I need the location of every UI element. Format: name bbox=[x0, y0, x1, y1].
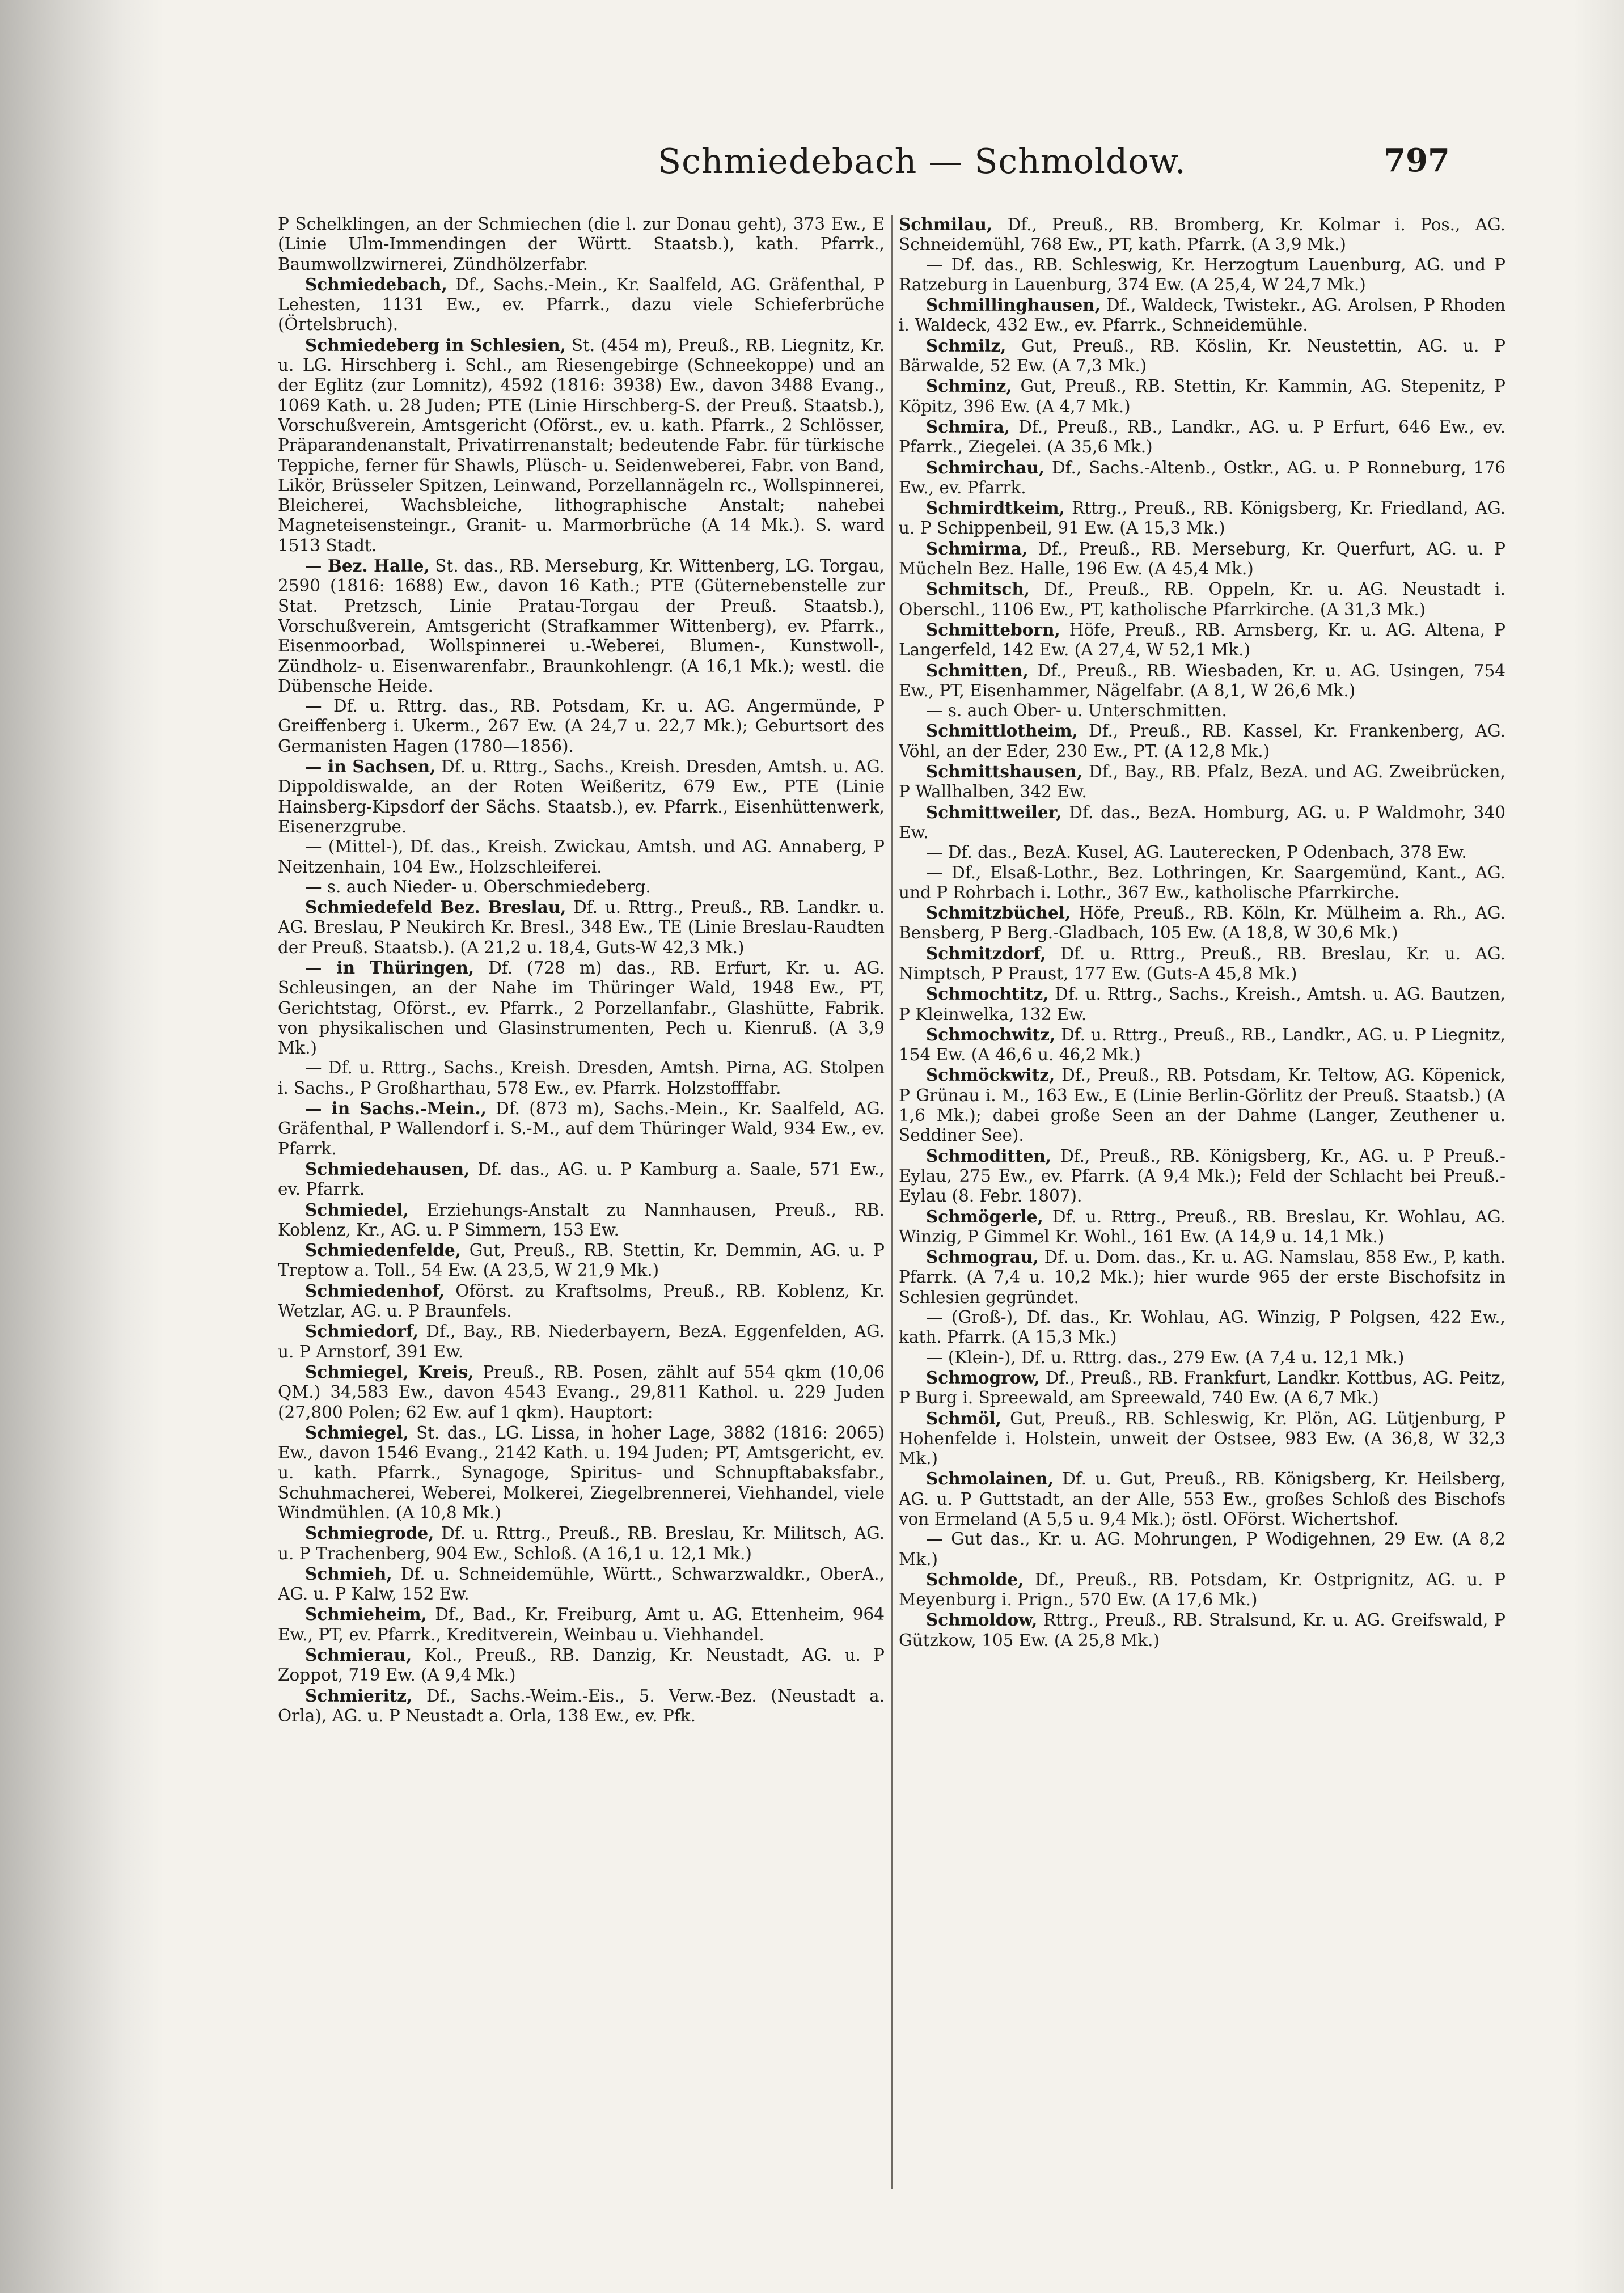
dictionary-entry bbox=[899, 1469, 1505, 1529]
entry-headword: Schmira, bbox=[926, 416, 1010, 437]
entry-headword: Schmiedebach, bbox=[305, 274, 447, 294]
entry-text: Df., Preuß., RB. Königsberg, Kr., AG. u. P Preuß.-Eylau, 275 Ew., ev. Pfarrk. (A 9,4 Mk.); Feld der Schlacht bei Preuß.-Eylau (8. Febr. 1807). bbox=[899, 1146, 1505, 1206]
entry-text: Df., Bay., RB. Niederbayern, BezA. Eggenfelden, AG. u. P Arnstorf, 391 Ew. bbox=[278, 1322, 885, 1361]
entry-text: Gut, Preuß., RB. Stettin, Kr. Kammin, AG. Stepenitz, P Köpitz, 396 Ew. (A 4,7 Mk.) bbox=[899, 376, 1505, 416]
dictionary-entry bbox=[278, 696, 885, 756]
entry-text: Df., Bad., Kr. Freiburg, Amt u. AG. Ettenheim, 964 Ew., PT, ev. Pfarrk., Kreditverein, Weinbau u. Viehhandel. bbox=[278, 1605, 885, 1644]
entry-text: P Schelklingen, an der Schmiechen (die l. zur Donau geht), 373 Ew., E (Linie Ulm-Immendingen der Württ. Staatsb.), kath. Pfarrk., Baumwollzwirnerei, Zündhölzerfabr. bbox=[278, 214, 885, 274]
entry-text: Df., Preuß., RB. Potsdam, Kr. Ostprignitz, AG. u. P Meyenburg i. Prign., 570 Ew. (A 17,6 Mk.) bbox=[899, 1569, 1505, 1610]
dictionary-entry bbox=[278, 877, 885, 897]
dictionary-entry bbox=[278, 1200, 885, 1241]
entry-text: — Df. u. Rttrg., Sachs., Kreish. Dresden, Amtsh. Pirna, AG. Stolpen i. Sachs., P Großharthau, 578 Ew., ev. Pfarrk. Holzstofffabr. bbox=[278, 1058, 885, 1098]
entry-text: — Df. u. Rttrg. das., RB. Potsdam, Kr. u. AG. Angermünde, P Greiffenberg i. Ukerm., 267 Ew. (A 24,7 u. 22,7 Mk.); Geburtsort des Germanisten Hagen (1780—1856). bbox=[278, 696, 885, 756]
entry-text: Df., Preuß., RB. Wiesbaden, Kr. u. AG. Usingen, 754 Ew., PT, Eisenhammer, Nägelfabr. (A 8,1, W 26,6 Mk.) bbox=[899, 661, 1505, 700]
entry-headword: Schmograu, bbox=[926, 1247, 1039, 1267]
dictionary-entry bbox=[899, 1308, 1505, 1348]
entry-text: Df., Bay., RB. Pfalz, BezA. und AG. Zweibrücken, P Wallhalben, 342 Ew. bbox=[899, 762, 1505, 802]
entry-headword: Schmöl, bbox=[926, 1408, 1002, 1428]
entry-text: Df. u. Rttrg., Sachs., Kreish. Dresden, Amtsh. u. AG. Dippoldiswalde, an der Roten Weißeritz, 679 Ew., PTE (Linie Hainsberg-Kipsdorf der Sächs. Staatsb.), ev. Pfarrk., Eisenhüttenwerk, Eisenerzgrube. bbox=[278, 757, 885, 836]
entry-text: Höfe, Preuß., RB. Arnsberg, Kr. u. AG. Altena, P Langerfeld, 142 Ew. (A 27,4, W 52,1 Mk.) bbox=[899, 620, 1505, 660]
entry-text: Df. u. Rttrg., Preuß., RB. Landkr. u. AG. Breslau, P Neukirch Kr. Bresl., 348 Ew., TE (Linie Breslau-Raudten der Preuß. Staatsb.). (A 21,2 u. 18,4, Guts-W 42,3 Mk.) bbox=[278, 898, 885, 957]
entry-text: Df., Sachs.-Altenb., Ostkr., AG. u. P Ronneburg, 176 Ew., ev. Pfarrk. bbox=[899, 458, 1505, 497]
entry-headword: Schmoditten, bbox=[926, 1145, 1052, 1166]
dictionary-entry bbox=[899, 944, 1505, 984]
entry-text: Df. u. Rttrg., Preuß., RB. Breslau, Kr. u. AG. Nimptsch, P Praust, 177 Ew. (Guts-A 45,8 Mk.) bbox=[899, 944, 1505, 983]
entry-headword: Schmogrow, bbox=[926, 1367, 1040, 1387]
entry-text: Df. u. Gut, Preuß., RB. Königsberg, Kr. Heilsberg, AG. u. P Guttstadt, an der Alle, 553 Ew., großes Schloß des Bischofs von Ermeland (A 5,5 u. 9,4 Mk.); östl. OFörst. Wichertshof. bbox=[899, 1469, 1505, 1529]
entry-text: Gut, Preuß., RB. Köslin, Kr. Neustettin, AG. u. P Bärwalde, 52 Ew. (A 7,3 Mk.) bbox=[899, 336, 1505, 376]
entry-headword: — in Thüringen, bbox=[305, 957, 475, 978]
dictionary-entry bbox=[278, 958, 885, 1058]
entry-text: Gut, Preuß., RB. Stettin, Kr. Demmin, AG. u. P Treptow a. Toll., 54 Ew. (A 23,5, W 21,9 Mk.) bbox=[278, 1241, 885, 1280]
entry-text: Rttrg., Preuß., RB. Königsberg, Kr. Friedland, AG. u. P Schippenbeil, 91 Ew. (A 15,3 Mk.) bbox=[899, 498, 1505, 538]
entry-headword: Schmochwitz, bbox=[926, 1024, 1056, 1044]
entry-text: Df. (873 m), Sachs.-Mein., Kr. Saalfeld, AG. Gräfenthal, P Wallendorf i. S.-M., auf dem Thüringer Wald, 934 Ew., ev. Pfarrk. bbox=[278, 1099, 885, 1158]
entry-headword: Schmilz, bbox=[926, 335, 1006, 356]
entry-text: — Df. das., RB. Schleswig, Kr. Herzogtum Lauenburg, AG. und P Ratzeburg in Lauenburg, 374 Ew. (A 25,4, W 24,7 Mk.) bbox=[899, 255, 1505, 294]
dictionary-entry bbox=[899, 863, 1505, 903]
dictionary-entry bbox=[899, 1348, 1505, 1368]
dictionary-entry bbox=[899, 1025, 1505, 1065]
dictionary-entry bbox=[278, 1423, 885, 1523]
dictionary-entry bbox=[899, 336, 1505, 376]
entry-text: Df. u. Rttrg., Sachs., Kreish., Amtsh. u. AG. Bautzen, P Kleinwelka, 132 Ew. bbox=[899, 984, 1505, 1024]
dictionary-entry bbox=[899, 417, 1505, 458]
entry-text: — s. auch Ober- u. Unterschmitten. bbox=[926, 701, 1227, 721]
entry-headword: Schmolainen, bbox=[926, 1469, 1054, 1489]
dictionary-entry bbox=[899, 1368, 1505, 1408]
dictionary-entry bbox=[899, 1207, 1505, 1247]
dictionary-entry bbox=[278, 274, 885, 335]
dictionary-entry bbox=[278, 897, 885, 958]
entry-headword: Schmitten, bbox=[926, 660, 1029, 680]
dictionary-entry bbox=[899, 620, 1505, 661]
dictionary-entry bbox=[899, 1529, 1505, 1569]
entry-headword: Schmöckwitz, bbox=[926, 1065, 1055, 1085]
entry-text: Df. das., BezA. Homburg, AG. u. P Waldmohr, 340 Ew. bbox=[899, 802, 1505, 842]
entry-text: — (Klein-), Df. u. Rttrg. das., 279 Ew. (A 7,4 u. 12,1 Mk.) bbox=[926, 1347, 1405, 1367]
dictionary-entry bbox=[278, 214, 885, 274]
entry-headword: Schmirma, bbox=[926, 538, 1028, 559]
dictionary-entry bbox=[278, 556, 885, 696]
dictionary-entry bbox=[899, 903, 1505, 944]
entry-headword: Schmittlotheim, bbox=[926, 721, 1078, 741]
entry-text: Df. u. Rttrg., Preuß., RB. Breslau, Kr. Wohlau, AG. Winzig, P Gimmel Kr. Wohl., 161 Ew. (A 14,9 u. 14,1 Mk.) bbox=[899, 1207, 1505, 1246]
entry-text: — s. auch Nieder- u. Oberschmiedeberg. bbox=[305, 877, 651, 896]
entry-text: Df., Preuß., RB. Frankfurt, Landkr. Kottbus, AG. Peitz, P Burg i. Spreewald, am Spreewald, 740 Ew. (A 6,7 Mk.) bbox=[899, 1368, 1505, 1408]
entry-headword: Schmilau, bbox=[899, 214, 993, 234]
dictionary-entry bbox=[278, 1159, 885, 1200]
entry-headword: Schminz, bbox=[926, 376, 1012, 396]
entry-text: — (Groß-), Df. das., Kr. Wohlau, AG. Winzig, P Polgsen, 422 Ew., kath. Pfarrk. (A 15,3 Mk.) bbox=[899, 1308, 1505, 1347]
dictionary-entry bbox=[899, 701, 1505, 721]
entry-text: — (Mittel-), Df. das., Kreish. Zwickau, Amtsh. und AG. Annaberg, P Neitzenhain, 104 Ew., Holzschleiferei. bbox=[278, 837, 885, 877]
dictionary-entry bbox=[899, 214, 1505, 255]
dictionary-entry bbox=[899, 1569, 1505, 1610]
entry-headword: Schmiedenfelde, bbox=[305, 1240, 462, 1260]
dictionary-entry bbox=[899, 498, 1505, 539]
dictionary-entry bbox=[278, 1321, 885, 1362]
entry-text: — Df. das., BezA. Kusel, AG. Lauterecken, P Odenbach, 378 Ew. bbox=[926, 843, 1467, 862]
entry-headword: Schmiegel, bbox=[305, 1422, 409, 1442]
dictionary-entry bbox=[278, 837, 885, 877]
entry-headword: Schmiedenhof, bbox=[305, 1280, 445, 1301]
dictionary-entry bbox=[899, 721, 1505, 761]
entry-headword: Schmieh, bbox=[305, 1563, 392, 1584]
entry-headword: Schmirchau, bbox=[926, 457, 1044, 477]
entry-headword: Schmitzdorf, bbox=[926, 943, 1046, 963]
entry-text: Df. u. Rttrg., Preuß., RB., Landkr., AG. u. P Liegnitz, 154 Ew. (A 46,6 u. 46,2 Mk.) bbox=[899, 1025, 1505, 1065]
entry-headword: Schmitsch, bbox=[926, 579, 1030, 599]
right-column bbox=[899, 214, 1505, 2210]
dictionary-entry bbox=[899, 661, 1505, 701]
entry-text: — Gut das., Kr. u. AG. Mohrungen, P Wodigehnen, 29 Ew. (A 8,2 Mk.) bbox=[899, 1529, 1505, 1569]
scan-binding-shadow bbox=[0, 0, 164, 2293]
entry-headword: — in Sachsen, bbox=[305, 756, 436, 777]
dictionary-entry bbox=[278, 756, 885, 837]
entry-headword: — Bez. Halle, bbox=[305, 556, 430, 576]
entry-headword: Schmiedehausen, bbox=[305, 1158, 470, 1179]
entry-headword: Schmittshausen, bbox=[926, 761, 1083, 782]
entry-headword: Schmiedeberg in Schlesien, bbox=[305, 335, 566, 355]
entry-text: Df. (728 m) das., RB. Erfurt, Kr. u. AG. Schleusingen, an der Nahe im Thüringer Wald, 1948 Ew., PT, Gerichtstag, Oförst., ev. Pfarrk., 2 Porzellanfabr., Glashütte, Fabrik. von physikalischen und Glasinstrumenten, Pech u. Kienruß. (A 3,9 Mk.) bbox=[278, 958, 885, 1058]
dictionary-entry bbox=[278, 1645, 885, 1686]
dictionary-entry bbox=[899, 458, 1505, 498]
entry-text: Df. das., AG. u. P Kamburg a. Saale, 571 Ew., ev. Pfarrk. bbox=[278, 1159, 885, 1199]
page-title: Schmiedebach — Schmoldow. bbox=[658, 142, 1186, 181]
dictionary-entry bbox=[899, 539, 1505, 579]
dictionary-entry bbox=[899, 1610, 1505, 1651]
dictionary-entry bbox=[899, 1065, 1505, 1145]
entry-headword: Schmieheim, bbox=[305, 1604, 427, 1624]
entry-text: Erziehungs-Anstalt zu Nannhausen, Preuß., RB. Koblenz, Kr., AG. u. P Simmern, 153 Ew. bbox=[278, 1200, 885, 1239]
dictionary-entry bbox=[278, 1281, 885, 1322]
entry-text: Kol., Preuß., RB. Danzig, Kr. Neustadt, AG. u. P Zoppot, 719 Ew. (A 9,4 Mk.) bbox=[278, 1645, 885, 1685]
dictionary-entry bbox=[278, 1523, 885, 1564]
dictionary-entry bbox=[899, 802, 1505, 843]
entry-text: St. das., RB. Merseburg, Kr. Wittenberg, LG. Torgau, 2590 (1816: 1688) Ew., davon 16 Kath.; PTE (Güternebenstelle zur Stat. Pretzsch, Linie Pratau-Torgau der Preuß. Staatsb.), Vorschußverein, Amtsgericht (Strafkammer Wittenberg), ev. Pfarrk., Eisenmoorbad, Wollspinnerei u.-Weberei, Blumen-, Kunstwoll-, Zündholz- u. Eisenwarenfabr., Braunkohlengr. (A 16,1 Mk.); westl. die Dübensche Heide. bbox=[278, 556, 885, 696]
dictionary-entry bbox=[899, 1408, 1505, 1469]
entry-text: Oförst. zu Kraftsolms, Preuß., RB. Koblenz, Kr. Wetzlar, AG. u. P Braunfels. bbox=[278, 1281, 885, 1321]
dictionary-entry bbox=[899, 984, 1505, 1025]
entry-headword: Schmierau, bbox=[305, 1645, 412, 1665]
entry-text: St. das., LG. Lissa, in hoher Lage, 3882 (1816: 2065) Ew., davon 1546 Evang., 2142 Kath. u. 194 Juden; PT, Amtsgericht, ev. u. kath. Pfarrk., Synagoge, Spiritus- und Schnupftabaksfabr., Schuhmacherei, Weberei, Molkerei, Ziegelbrennerei, Viehhandel, viele Windmühlen. (A 10,8 Mk.) bbox=[278, 1423, 885, 1522]
entry-headword: Schmochtitz, bbox=[926, 984, 1049, 1004]
dictionary-entry bbox=[899, 1146, 1505, 1207]
entry-headword: Schmiegrode, bbox=[305, 1523, 434, 1543]
entry-text: Df., Preuß., RB. Merseburg, Kr. Querfurt, AG. u. P Mücheln Bez. Halle, 196 Ew. (A 45,4 Mk.) bbox=[899, 539, 1505, 579]
dictionary-entry bbox=[899, 579, 1505, 620]
column-divider bbox=[891, 215, 893, 2189]
entry-text: Df., Preuß., RB. Kassel, Kr. Frankenberg, AG. Vöhl, an der Eder, 230 Ew., PT. (A 12,8 Mk.) bbox=[899, 721, 1505, 761]
dictionary-entry bbox=[278, 1362, 885, 1423]
entry-text: Df., Sachs.-Mein., Kr. Saalfeld, AG. Gräfenthal, P Lehesten, 1131 Ew., ev. Pfarrk., dazu viele Schieferbrüche (Örtelsbruch). bbox=[278, 274, 885, 335]
entry-headword: Schmiegel, Kreis, bbox=[305, 1361, 474, 1382]
dictionary-entry bbox=[278, 1604, 885, 1645]
entry-text: Preuß., RB. Posen, zählt auf 554 qkm (10,06 QM.) 34,583 Ew., davon 4543 Evang., 29,811 Kathol. u. 229 Juden (27,800 Polen; 62 Ew. auf 1 qkm). Hauptort: bbox=[278, 1362, 885, 1422]
entry-text: — Df., Elsaß-Lothr., Bez. Lothringen, Kr. Saargemünd, Kant., AG. und P Rohrbach i. Lothr., 367 Ew., katholische Pfarrkirche. bbox=[899, 862, 1505, 902]
entry-text: Df. u. Schneidemühle, Württ., Schwarzwaldkr., OberA., AG. u. P Kalw, 152 Ew. bbox=[278, 1564, 885, 1604]
entry-headword: Schmitzbüchel, bbox=[926, 903, 1071, 923]
dictionary-entry bbox=[278, 1564, 885, 1605]
entry-headword: Schmiedel, bbox=[305, 1199, 409, 1220]
entry-text: Df., Waldeck, Twistekr., AG. Arolsen, P Rhoden i. Waldeck, 432 Ew., ev. Pfarrk., Schneidemühle. bbox=[899, 295, 1505, 335]
left-column bbox=[278, 214, 885, 2210]
entry-text: Df., Preuß., RB. Oppeln, Kr. u. AG. Neustadt i. Oberschl., 1106 Ew., PT, katholische Pfarrkirche. (A 31,3 Mk.) bbox=[899, 579, 1505, 619]
dictionary-entry bbox=[278, 1058, 885, 1098]
entry-text: St. (454 m), Preuß., RB. Liegnitz, Kr. u. LG. Hirschberg i. Schl., am Riesengebirge (Schneekoppe) und an der Eglitz (zur Lomnitz), 4592 (1816: 3938) Ew., davon 3488 Evang., 1069 Kath. u. 28 Juden; PTE (Linie Hirschberg-S. der Preuß. Staatsb.), Vorschußverein, Amtsgericht (Oförst., ev. u. kath. Pfarrk., 2 Schlösser, Präparandenanstalt, Privatirrenanstalt; bedeutende Fabr. für türkische Teppiche, ferner für Shawls, Plüsch- u. Seidenweberei, Fabr. von Band, Likör, Brüsseler Spitzen, Leinwand, Porzellannägeln rc., Wollspinnerei, Bleicherei, Wachsbleiche, lithographische Anstalt; nahebei Magneteisensteingr., Granit- u. Marmorbrüche (A 14 Mk.). S. ward 1513 Stadt. bbox=[278, 335, 885, 555]
page-number: 797 bbox=[1384, 142, 1450, 179]
dictionary-entry bbox=[278, 1098, 885, 1159]
dictionary-entry bbox=[278, 335, 885, 556]
dictionary-entry bbox=[899, 1247, 1505, 1308]
entry-headword: Schmögerle, bbox=[926, 1206, 1043, 1226]
entry-headword: Schmirdtkeim, bbox=[926, 498, 1065, 518]
entry-headword: Schmillinghausen, bbox=[926, 295, 1101, 315]
entry-headword: Schmoldow, bbox=[926, 1610, 1038, 1630]
entry-text: Df. u. Dom. das., Kr. u. AG. Namslau, 858 Ew., P, kath. Pfarrk. (A 7,4 u. 10,2 Mk.); hier wurde 965 der erste Bischofsitz in Schlesien gegründet. bbox=[899, 1247, 1505, 1307]
dictionary-entry bbox=[899, 761, 1505, 802]
entry-text: Df. u. Rttrg., Preuß., RB. Breslau, Kr. Militsch, AG. u. P Trachenberg, 904 Ew., Schloß. (A 16,1 u. 12,1 Mk.) bbox=[278, 1524, 885, 1563]
entry-text: Höfe, Preuß., RB. Köln, Kr. Mülheim a. Rh., AG. Bensberg, P Berg.-Gladbach, 105 Ew. (A 18,8, W 30,6 Mk.) bbox=[899, 903, 1505, 943]
entry-headword: Schmittweiler, bbox=[926, 802, 1062, 822]
dictionary-entry bbox=[278, 1240, 885, 1281]
dictionary-entry bbox=[899, 843, 1505, 862]
dictionary-entry bbox=[899, 295, 1505, 336]
dictionary-entry bbox=[899, 376, 1505, 417]
entry-headword: — in Sachs.-Mein., bbox=[305, 1098, 487, 1119]
scan-edge-shadow bbox=[1573, 0, 1624, 2293]
dictionary-entry bbox=[899, 255, 1505, 295]
entry-text: Rttrg., Preuß., RB. Stralsund, Kr. u. AG. Greifswald, P Gützkow, 105 Ew. (A 25,8 Mk.) bbox=[899, 1610, 1505, 1650]
dictionary-entry bbox=[278, 1686, 885, 1727]
entry-headword: Schmolde, bbox=[926, 1569, 1024, 1589]
entry-text: Df., Preuß., RB. Bromberg, Kr. Kolmar i. Pos., AG. Schneidemühl, 768 Ew., PT, kath. Pfarrk. (A 3,9 Mk.) bbox=[899, 215, 1505, 255]
entry-text: Df., Sachs.-Weim.-Eis., 5. Verw.-Bez. (Neustadt a. Orla), AG. u. P Neustadt a. Orla, 138 Ew., ev. Pfk. bbox=[278, 1686, 885, 1725]
entry-text: Df., Preuß., RB. Potsdam, Kr. Teltow, AG. Köpenick, P Grünau i. M., 163 Ew., E (Linie Berlin-Görlitz der Preuß. Staatsb.) (A 1,6 Mk.); dabei große Seen an der Dahme (Langer, Zeuthener u. Seddiner See). bbox=[899, 1065, 1505, 1145]
entry-text: Df., Preuß., RB., Landkr., AG. u. P Erfurt, 646 Ew., ev. Pfarrk., Ziegelei. (A 35,6 Mk.) bbox=[899, 417, 1505, 457]
entry-headword: Schmieritz, bbox=[305, 1685, 413, 1706]
entry-text: Gut, Preuß., RB. Schleswig, Kr. Plön, AG. Lütjenburg, P Hohenfelde i. Holstein, unweit der Ostsee, 983 Ew. (A 36,8, W 32,3 Mk.) bbox=[899, 1408, 1505, 1469]
entry-headword: Schmitteborn, bbox=[926, 619, 1060, 640]
entry-headword: Schmiedefeld Bez. Breslau, bbox=[305, 897, 566, 917]
entry-headword: Schmiedorf, bbox=[305, 1321, 419, 1342]
